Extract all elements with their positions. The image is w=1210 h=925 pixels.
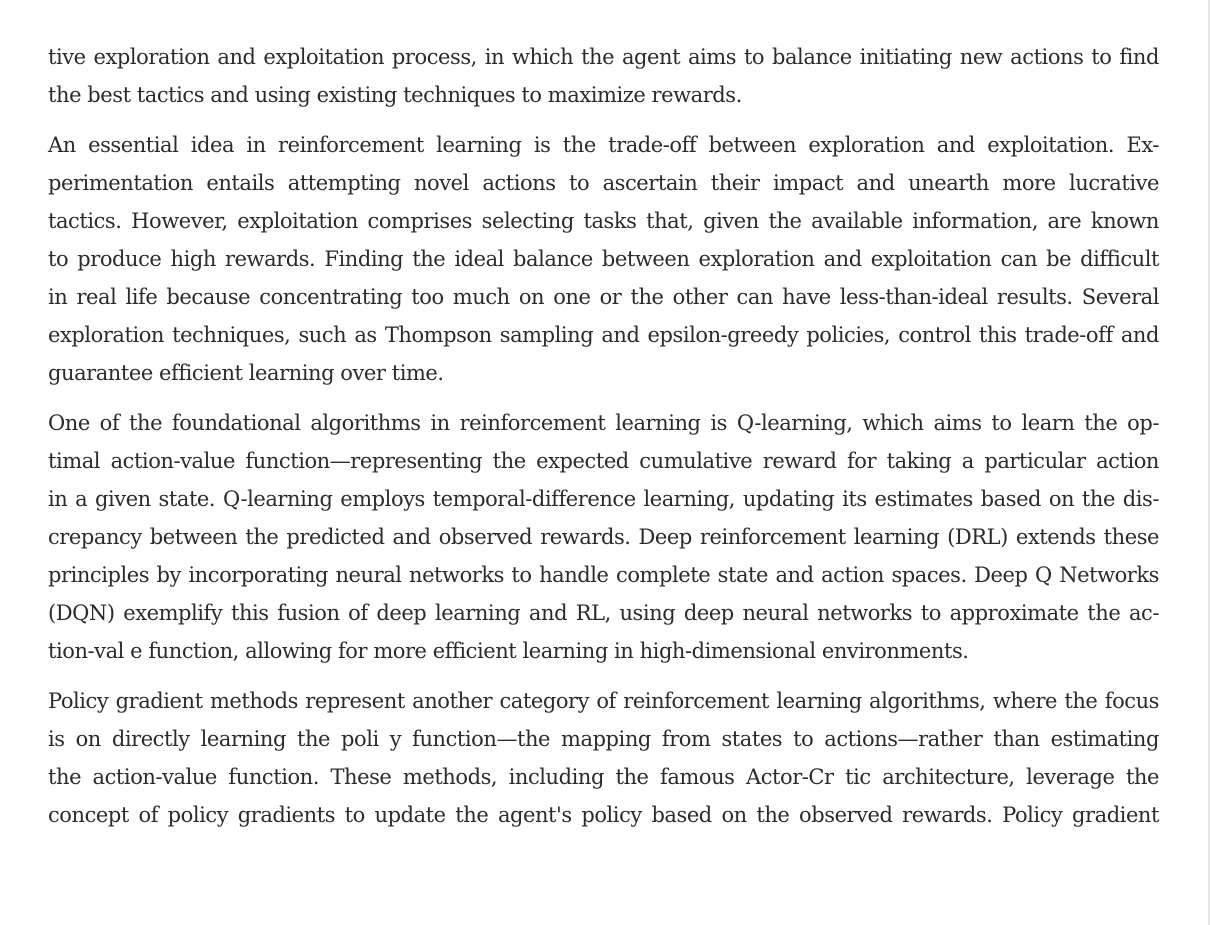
text-line: An essential idea in reinforcement learning is the trade-off between exploration and exploitation. Ex- [48,133,1159,157]
text-line: perimentation entails attempting novel actions to ascertain their impact and unearth more lucrative [48,171,1159,195]
text-line: to produce high rewards. Finding the ideal balance between exploration and exploitation can be difficult [48,247,1159,271]
text-line: timal action-value function—representing the expected cumulative reward for taking a particular action [48,449,1159,473]
text-line: guarantee efficient learning over time. [48,361,444,385]
text-line: exploration techniques, such as Thompson sampling and epsilon-greedy policies, control this trade-off and [48,323,1159,347]
text-line: tactics. However, exploitation comprises selecting tasks that, given the available information, are known [48,209,1159,233]
paragraph [48,38,1159,114]
document-body [48,38,1159,834]
text-line: crepancy between the predicted and observed rewards. Deep reinforcement learning (DRL) extends these [48,525,1159,549]
paragraph [48,404,1159,670]
text-line: Policy gradient methods represent another category of reinforcement learning algorithms, where the focus [48,689,1159,713]
text-line: principles by incorporating neural networks to handle complete state and action spaces. Deep Q Networks [48,563,1159,587]
text-line: the best tactics and using existing techniques to maximize rewards. [48,83,742,107]
text-line: the action-value function. These methods, including the famous Actor-Cr tic architecture, leverage the [48,765,1159,789]
text-line: One of the foundational algorithms in reinforcement learning is Q-learning, which aims to learn the op- [48,411,1159,435]
text-line: in real life because concentrating too much on one or the other can have less-than-ideal results. Several [48,285,1159,309]
text-line: tive exploration and exploitation process, in which the agent aims to balance initiating new actions to find [48,45,1159,69]
paragraph [48,126,1159,392]
paragraph [48,682,1159,834]
text-line: is on directly learning the poli y function—the mapping from states to actions—rather than estimating [48,727,1159,751]
text-line: (DQN) exemplify this fusion of deep learning and RL, using deep neural networks to approximate the ac- [48,601,1159,625]
text-line: concept of policy gradients to update the agent's policy based on the observed rewards. Policy gradient [48,803,1159,827]
text-line: in a given state. Q-learning employs temporal-difference learning, updating its estimates based on the dis- [48,487,1159,511]
text-line: tion-val e function, allowing for more efficient learning in high-dimensional environments. [48,639,969,663]
